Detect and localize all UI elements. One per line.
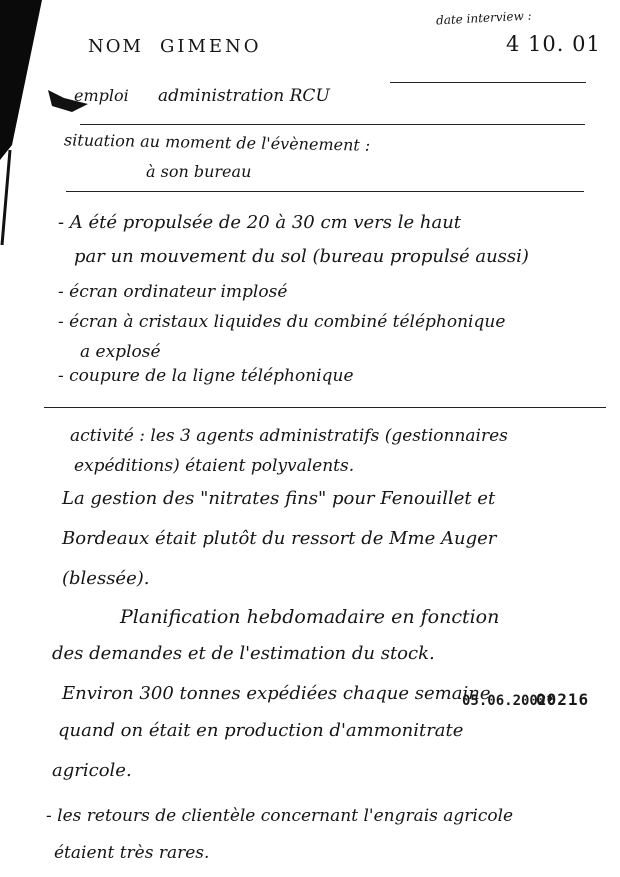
situation-rule xyxy=(66,191,584,192)
name-rule xyxy=(390,82,586,83)
employment-label: emploi xyxy=(74,86,129,105)
activity-line-2: expéditions) étaient polyvalents. xyxy=(74,456,355,476)
situation-label: situation au moment de l'évènement : xyxy=(63,130,371,155)
event-line-2: par un mouvement du sol (bureau propulsé aussi) xyxy=(74,246,529,267)
activity-line-5: (blessée). xyxy=(62,568,150,589)
activity-line-1: activité : les 3 agents administratifs (gestionnaires xyxy=(70,426,508,446)
activity-line-7: des demandes et de l'estimation du stock. xyxy=(52,643,435,664)
event-line-5: a explosé xyxy=(80,342,161,362)
stamp-date: 05.06.2002* xyxy=(462,693,555,709)
activity-line-12: étaient très rares. xyxy=(54,843,210,863)
event-line-6: - coupure de la ligne téléphonique xyxy=(58,366,354,386)
scan-corner-shadow xyxy=(0,0,42,160)
date-value: 4 10. 01 xyxy=(506,32,601,56)
event-line-4: - écran à cristaux liquides du combiné téléphonique xyxy=(58,312,506,332)
stamp-number: 00216 xyxy=(536,690,590,709)
activity-line-9: quand on était en production d'ammonitrate xyxy=(58,720,464,741)
activity-line-4: Bordeaux était plutôt du ressort de Mme Auger xyxy=(62,528,497,549)
date-label: date interview : xyxy=(435,8,532,28)
scan-edge-streak xyxy=(2,150,10,245)
activity-line-6: Planification hebdomadaire en fonction xyxy=(120,606,500,628)
activity-line-11: - les retours de clientèle concernant l'engrais agricole xyxy=(46,806,514,826)
employment-rule xyxy=(80,124,585,125)
events-rule xyxy=(44,407,606,408)
activity-line-3: La gestion des "nitrates fins" pour Fenouillet et xyxy=(62,488,496,509)
situation-value: à son bureau xyxy=(146,162,252,181)
employment-value: administration RCU xyxy=(158,86,330,106)
activity-line-8: Environ 300 tonnes expédiées chaque semaine xyxy=(62,683,491,704)
event-line-1: - A été propulsée de 20 à 30 cm vers le haut xyxy=(58,212,462,233)
name-label: NOM xyxy=(88,36,143,57)
name-value: GIMENO xyxy=(160,36,262,57)
event-line-3: - écran ordinateur implosé xyxy=(58,282,288,302)
activity-line-10: agricole. xyxy=(52,760,132,781)
